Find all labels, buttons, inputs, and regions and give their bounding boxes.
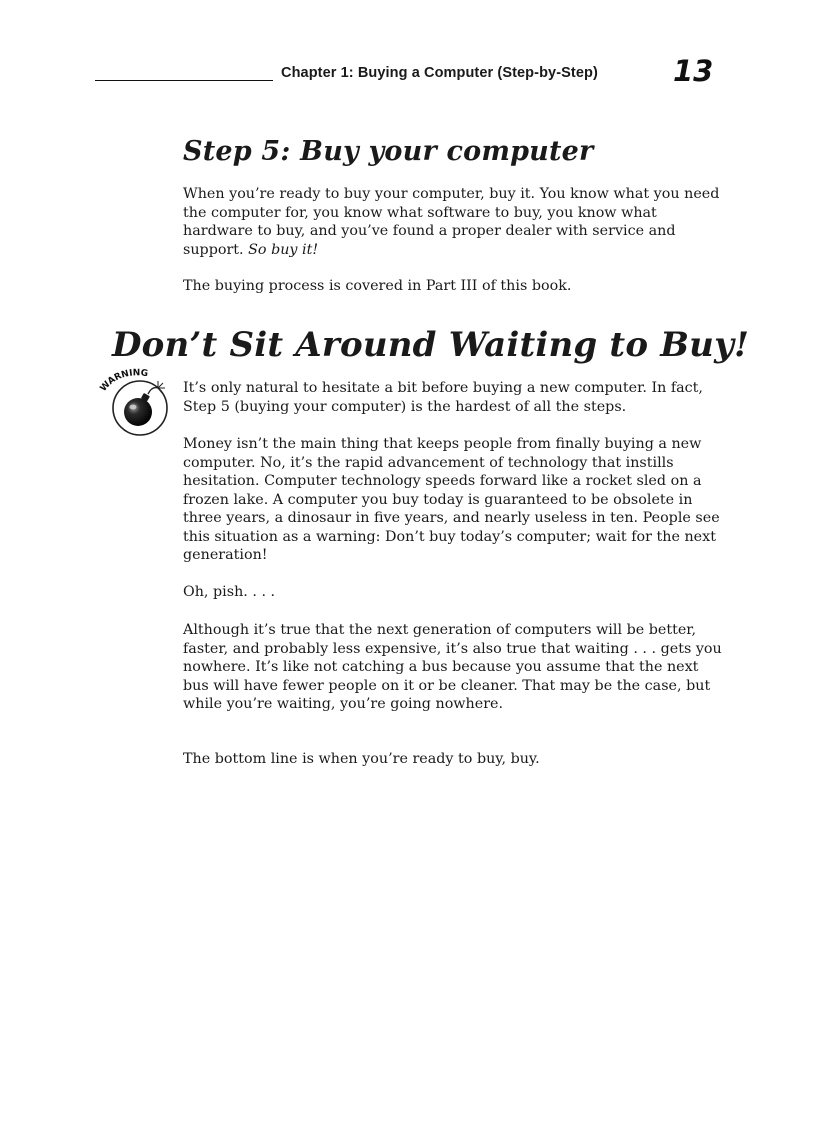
dont-wait-paragraph-2: Money isn’t the main thing that keeps people from finally buying a new computer. No, it’s the rapid advancement of technology that instills hesitation. Computer technology speeds forward like a rocket sled on a frozen lake. A computer you buy today is guaranteed to be obsolete in three years, a dinosaur in five years, and nearly useless in ten. People see this situation as a warning: Don’t buy today’s computer; wait for the next generation! (183, 436, 720, 563)
header-rule (95, 80, 273, 81)
warning-icon-label: WARNING (98, 368, 149, 394)
dont-wait-paragraph-4: Although it’s true that the next generation of computers will be better, faster, and probably less expensive, it’s also true that waiting . . . gets you nowhere. It’s like not catching a bus because you assume that the next bus will have fewer people on it or be cleaner. That may be the case, but while you’re waiting, you’re going nowhere. (183, 622, 722, 712)
dont-wait-paragraph-3: Oh, pish. . . . (183, 584, 276, 600)
step5-paragraph-1-text: When you’re ready to buy your computer, buy it. You know what you need the computer for, you know what software to buy, you know what hardware to buy, and you’ve found a proper dealer with service and support. (183, 186, 720, 258)
dont-wait-heading: Don’t Sit Around Waiting to Buy! (112, 325, 750, 365)
step5-heading: Step 5: Buy your computer (183, 136, 594, 167)
warning-icon (96, 366, 176, 436)
running-header (95, 54, 715, 92)
dont-wait-paragraph-1: It’s only natural to hesitate a bit before buying a new computer. In fact, Step 5 (buying your computer) is the hardest of all the steps. (183, 380, 703, 415)
dont-wait-paragraph-5: The bottom line is when you’re ready to buy, buy. (183, 751, 540, 767)
step5-paragraph-1-emphasis: So buy it! (248, 241, 319, 258)
step5-paragraph-1 (183, 185, 728, 259)
chapter-title: Chapter 1: Buying a Computer (Step-by-Step) (281, 65, 598, 81)
step5-paragraph-2: The buying process is covered in Part III of this book. (183, 278, 572, 294)
page-number: 13 (673, 54, 714, 88)
